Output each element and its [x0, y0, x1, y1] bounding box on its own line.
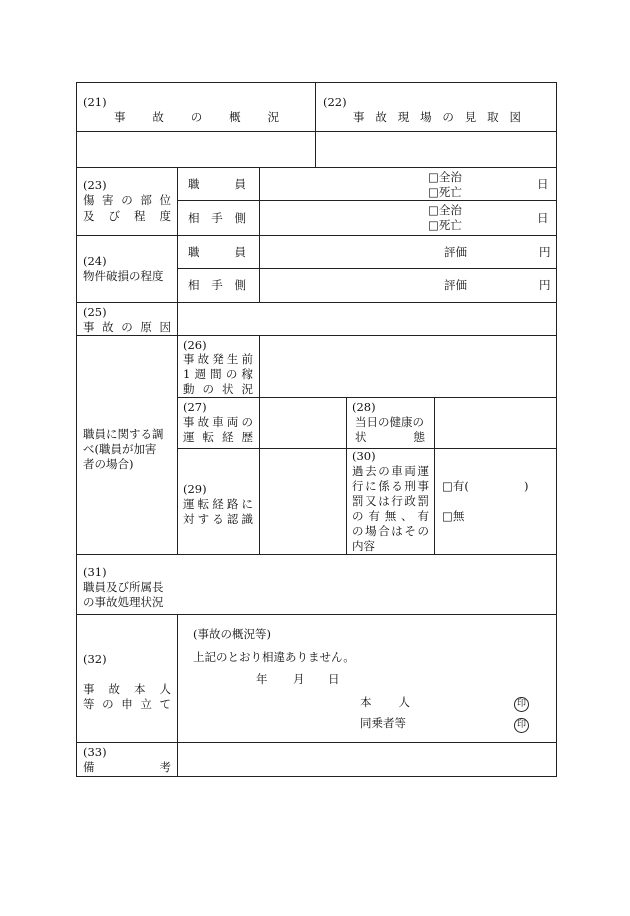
- s24-staff-unit: 円: [539, 245, 551, 259]
- rule-row-4: [76, 302, 557, 303]
- rule-s26-bottom: [177, 397, 557, 398]
- s32-label-1: 事故本人: [83, 682, 171, 696]
- s32-passenger-seal: [514, 716, 529, 733]
- rule-s23-mid: [177, 200, 557, 201]
- s30-label-3: 罰又は行政罰: [352, 494, 429, 508]
- seal-icon: 印: [514, 697, 529, 712]
- rule-row-8: [76, 742, 557, 743]
- s33-number: (33): [83, 745, 107, 759]
- s29-number: (29): [183, 482, 207, 496]
- s23-staff-unit: 日: [537, 177, 549, 191]
- rule-row-7: [76, 614, 557, 615]
- s32-number: (32): [83, 652, 107, 666]
- rule-col-s31-s33: [177, 614, 178, 777]
- s31-label-2: の事故処理状況: [83, 595, 164, 609]
- s24-label: 物件破損の程度: [83, 269, 164, 283]
- s32-date-month: 月: [293, 672, 305, 686]
- rule-col-mid: [346, 397, 347, 554]
- s32-heading: (事故の概況等): [193, 627, 271, 641]
- s32-person-label: 本人: [360, 695, 410, 709]
- s32-passenger-label: 同乗者等: [360, 716, 406, 730]
- s24-other-value-label: 評価: [444, 278, 467, 292]
- rule-col-label: [177, 167, 178, 554]
- s26-label-3: 動の状況: [183, 382, 253, 396]
- rule-col-top: [315, 82, 316, 167]
- s26-label-1: 事故発生前: [183, 352, 253, 366]
- rule-row-2: [76, 167, 557, 168]
- s21-number: (21): [83, 95, 107, 109]
- s30-label-5: の場合はその: [352, 524, 429, 538]
- s25-number: (25): [83, 305, 107, 319]
- rule-s24-mid: [177, 268, 557, 269]
- s23-staff-option-full: □全治: [428, 170, 462, 184]
- s30-number: (30): [352, 449, 376, 463]
- s30-label-6: 内容: [352, 539, 375, 553]
- s23-number: (23): [83, 178, 107, 192]
- s30-label-2: 行に係る刑事: [352, 479, 429, 493]
- s32-date-day: 日: [328, 672, 340, 686]
- s23-staff-label: 職員: [188, 177, 246, 191]
- s24-staff-value-label: 評価: [444, 245, 467, 259]
- s31-label-1: 職員及び所属長: [83, 580, 164, 594]
- staff-section-label-1: 職員に関する調: [83, 427, 164, 441]
- rule-col-sublabel: [259, 167, 260, 302]
- rule-row-6: [76, 554, 557, 555]
- s30-label-1: 過去の車両運: [352, 464, 429, 478]
- rule-col-right: [434, 397, 435, 554]
- s21-title: 事故の概況: [114, 110, 279, 124]
- staff-section-label-3: 者の場合): [83, 457, 134, 471]
- s32-person-seal: [514, 695, 529, 712]
- s30-option-yes-close: ): [524, 479, 529, 493]
- s30-option-no: □無: [442, 509, 465, 523]
- s29-label-1: 運転経路に: [183, 497, 253, 511]
- accident-report-form: [76, 82, 557, 777]
- s24-staff-label: 職員: [188, 245, 246, 259]
- s22-number: (22): [323, 95, 347, 109]
- rule-row-1: [76, 131, 557, 132]
- s24-other-label: 相手側: [188, 278, 246, 292]
- s33-label: 備考: [83, 760, 171, 774]
- s24-other-unit: 円: [539, 278, 551, 292]
- rule-row-5: [76, 335, 557, 336]
- s30-option-yes: □有(: [442, 479, 469, 493]
- s29-label-2: 対する認識: [183, 512, 253, 526]
- staff-section-label-2: べ(職員が加害: [83, 442, 157, 456]
- s23-other-unit: 日: [537, 211, 549, 225]
- s25-label: 事故の原因: [83, 320, 171, 334]
- s28-label-2: 状態: [355, 430, 425, 444]
- s28-number: (28): [352, 400, 376, 414]
- s22-title: 事故現場の見取図: [353, 110, 521, 124]
- s27-number: (27): [183, 400, 207, 414]
- s32-statement: 上記のとおり相違ありません。: [193, 650, 355, 664]
- s26-number: (26): [183, 338, 207, 352]
- s23-label-1: 傷害の部位: [83, 193, 171, 207]
- s27-label-1: 事故車両の: [183, 415, 253, 429]
- rule-col-staff: [259, 335, 260, 554]
- s28-label-1: 当日の健康の: [355, 415, 424, 429]
- s24-number: (24): [83, 254, 107, 268]
- s23-other-label: 相手側: [188, 211, 246, 225]
- s30-label-4: の有無、有: [352, 509, 429, 523]
- s23-label-2: 及び程度: [83, 209, 171, 223]
- s26-label-2: 1週間の稼: [183, 367, 253, 381]
- rule-row-3: [76, 235, 557, 236]
- s32-label-2: 等の申立て: [83, 697, 171, 711]
- s23-other-option-full: □全治: [428, 203, 462, 217]
- s31-number: (31): [83, 565, 107, 579]
- s23-staff-option-death: □死亡: [428, 185, 462, 199]
- seal-icon: 印: [514, 718, 529, 733]
- s23-other-option-death: □死亡: [428, 218, 462, 232]
- s27-label-2: 運転経歴: [183, 430, 253, 444]
- s32-date-year: 年: [256, 672, 268, 686]
